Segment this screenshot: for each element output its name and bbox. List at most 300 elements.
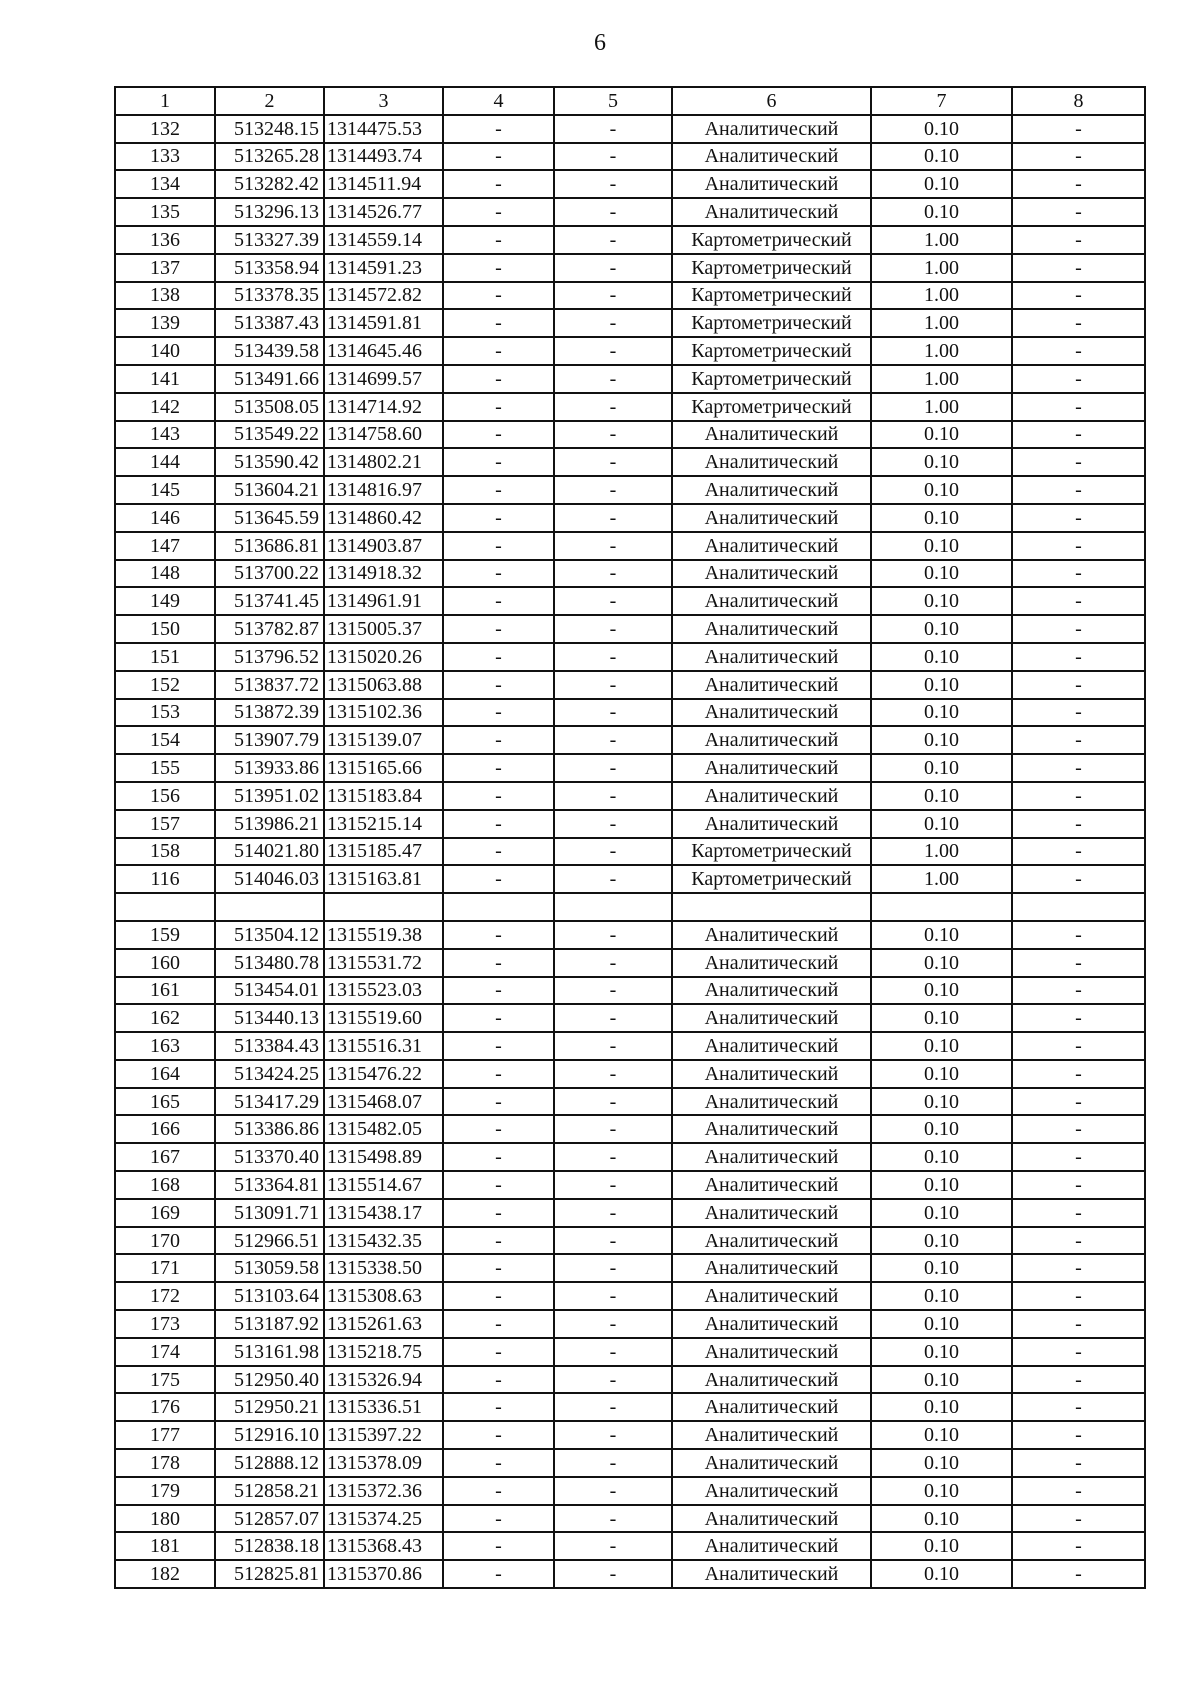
table-row	[115, 1560, 1145, 1588]
point-number-cell: 168	[115, 1171, 215, 1199]
column-header: 8	[1012, 87, 1145, 115]
col5-cell: -	[554, 1171, 672, 1199]
table-row	[115, 476, 1145, 504]
col4-cell: -	[443, 448, 554, 476]
method-cell: Аналитический	[672, 921, 871, 949]
table-row	[115, 671, 1145, 699]
accuracy-cell: 0.10	[871, 782, 1012, 810]
col4-cell: -	[443, 949, 554, 977]
accuracy-cell: 0.10	[871, 671, 1012, 699]
x-coordinate-cell: 513161.98	[215, 1338, 324, 1366]
x-coordinate-cell: 513296.13	[215, 198, 324, 226]
method-cell: Аналитический	[672, 115, 871, 143]
col4-cell: -	[443, 143, 554, 171]
x-coordinate-cell: 513837.72	[215, 671, 324, 699]
method-cell: Аналитический	[672, 810, 871, 838]
x-coordinate-cell: 513686.81	[215, 532, 324, 560]
x-coordinate-cell: 513645.59	[215, 504, 324, 532]
col8-cell: -	[1012, 1310, 1145, 1338]
x-coordinate-cell: 513440.13	[215, 1004, 324, 1032]
table-row	[115, 1532, 1145, 1560]
method-cell: Аналитический	[672, 949, 871, 977]
point-number-cell: 153	[115, 699, 215, 727]
col8-cell: -	[1012, 1421, 1145, 1449]
method-cell: Аналитический	[672, 1505, 871, 1533]
table-row	[115, 754, 1145, 782]
method-cell: Аналитический	[672, 699, 871, 727]
method-cell: Картометрический	[672, 254, 871, 282]
table-row	[115, 1199, 1145, 1227]
y-coordinate-cell: 1314591.81	[324, 309, 443, 337]
x-coordinate-cell: 513907.79	[215, 726, 324, 754]
col4-cell: -	[443, 560, 554, 588]
x-coordinate-cell: 513951.02	[215, 782, 324, 810]
table-row	[115, 393, 1145, 421]
table-row	[115, 1393, 1145, 1421]
x-coordinate-cell: 513103.64	[215, 1282, 324, 1310]
y-coordinate-cell: 1315516.31	[324, 1032, 443, 1060]
point-number-cell: 175	[115, 1366, 215, 1394]
accuracy-cell: 0.10	[871, 1171, 1012, 1199]
col5-cell: -	[554, 1004, 672, 1032]
x-coordinate-cell: 513872.39	[215, 699, 324, 727]
col4-cell: -	[443, 921, 554, 949]
y-coordinate-cell: 1314526.77	[324, 198, 443, 226]
point-number-cell: 161	[115, 977, 215, 1005]
table-row	[115, 1032, 1145, 1060]
method-cell: Аналитический	[672, 1366, 871, 1394]
x-coordinate-cell: 513370.40	[215, 1143, 324, 1171]
method-cell: Аналитический	[672, 1477, 871, 1505]
x-coordinate-cell	[215, 893, 324, 921]
y-coordinate-cell: 1314758.60	[324, 421, 443, 449]
col8-cell: -	[1012, 1449, 1145, 1477]
y-coordinate-cell: 1315338.50	[324, 1254, 443, 1282]
col5-cell: -	[554, 198, 672, 226]
column-header: 1	[115, 87, 215, 115]
point-number-cell: 162	[115, 1004, 215, 1032]
col5-cell: -	[554, 1393, 672, 1421]
table-row	[115, 977, 1145, 1005]
x-coordinate-cell: 513091.71	[215, 1199, 324, 1227]
accuracy-cell: 0.10	[871, 699, 1012, 727]
method-cell	[672, 893, 871, 921]
method-cell: Аналитический	[672, 1560, 871, 1588]
col4-cell: -	[443, 643, 554, 671]
accuracy-cell: 0.10	[871, 977, 1012, 1005]
method-cell: Картометрический	[672, 309, 871, 337]
col8-cell: -	[1012, 504, 1145, 532]
y-coordinate-cell: 1315368.43	[324, 1532, 443, 1560]
y-coordinate-cell: 1314559.14	[324, 226, 443, 254]
x-coordinate-cell: 513358.94	[215, 254, 324, 282]
col4-cell: -	[443, 365, 554, 393]
table-row	[115, 643, 1145, 671]
point-number-cell: 152	[115, 671, 215, 699]
point-number-cell: 148	[115, 560, 215, 588]
x-coordinate-cell: 512857.07	[215, 1505, 324, 1533]
col4-cell: -	[443, 1449, 554, 1477]
column-header: 6	[672, 87, 871, 115]
method-cell: Аналитический	[672, 476, 871, 504]
accuracy-cell: 0.10	[871, 1449, 1012, 1477]
col4-cell: -	[443, 1032, 554, 1060]
method-cell: Аналитический	[672, 1032, 871, 1060]
y-coordinate-cell: 1314699.57	[324, 365, 443, 393]
col4-cell: -	[443, 1171, 554, 1199]
table-row	[115, 782, 1145, 810]
col4-cell: -	[443, 1254, 554, 1282]
x-coordinate-cell: 513387.43	[215, 309, 324, 337]
method-cell: Аналитический	[672, 782, 871, 810]
x-coordinate-cell: 513508.05	[215, 393, 324, 421]
accuracy-cell: 1.00	[871, 309, 1012, 337]
col8-cell: -	[1012, 1227, 1145, 1255]
col5-cell: -	[554, 254, 672, 282]
col5-cell: -	[554, 1032, 672, 1060]
y-coordinate-cell: 1314918.32	[324, 560, 443, 588]
method-cell: Аналитический	[672, 504, 871, 532]
point-number-cell: 159	[115, 921, 215, 949]
x-coordinate-cell: 513378.35	[215, 282, 324, 310]
col5-cell: -	[554, 615, 672, 643]
col8-cell: -	[1012, 615, 1145, 643]
col5-cell: -	[554, 977, 672, 1005]
accuracy-cell: 0.10	[871, 448, 1012, 476]
point-number-cell: 182	[115, 1560, 215, 1588]
accuracy-cell: 1.00	[871, 337, 1012, 365]
col4-cell: -	[443, 726, 554, 754]
table-row	[115, 365, 1145, 393]
col5-cell: -	[554, 282, 672, 310]
accuracy-cell: 0.10	[871, 1254, 1012, 1282]
col4-cell: -	[443, 198, 554, 226]
col8-cell: -	[1012, 226, 1145, 254]
point-number-cell: 177	[115, 1421, 215, 1449]
col8-cell: -	[1012, 587, 1145, 615]
y-coordinate-cell: 1315519.60	[324, 1004, 443, 1032]
col8-cell: -	[1012, 1254, 1145, 1282]
point-number-cell: 136	[115, 226, 215, 254]
coordinates-table	[114, 86, 1146, 1589]
accuracy-cell: 1.00	[871, 254, 1012, 282]
col8-cell: -	[1012, 393, 1145, 421]
table-row	[115, 699, 1145, 727]
col8-cell: -	[1012, 977, 1145, 1005]
y-coordinate-cell: 1315370.86	[324, 1560, 443, 1588]
x-coordinate-cell: 513986.21	[215, 810, 324, 838]
point-number-cell: 132	[115, 115, 215, 143]
col8-cell: -	[1012, 198, 1145, 226]
accuracy-cell: 0.10	[871, 921, 1012, 949]
y-coordinate-cell: 1315261.63	[324, 1310, 443, 1338]
point-number-cell: 134	[115, 170, 215, 198]
method-cell: Картометрический	[672, 337, 871, 365]
col5-cell: -	[554, 532, 672, 560]
col4-cell: -	[443, 115, 554, 143]
col4-cell: -	[443, 1505, 554, 1533]
accuracy-cell: 0.10	[871, 1477, 1012, 1505]
point-number-cell: 170	[115, 1227, 215, 1255]
x-coordinate-cell: 512858.21	[215, 1477, 324, 1505]
table-row	[115, 282, 1145, 310]
y-coordinate-cell: 1314493.74	[324, 143, 443, 171]
y-coordinate-cell: 1314961.91	[324, 587, 443, 615]
method-cell: Аналитический	[672, 1532, 871, 1560]
col5-cell: -	[554, 1282, 672, 1310]
x-coordinate-cell: 514046.03	[215, 865, 324, 893]
point-number-cell: 143	[115, 421, 215, 449]
accuracy-cell: 1.00	[871, 865, 1012, 893]
x-coordinate-cell: 513248.15	[215, 115, 324, 143]
col5-cell: -	[554, 1088, 672, 1116]
x-coordinate-cell: 513384.43	[215, 1032, 324, 1060]
col8-cell: -	[1012, 1199, 1145, 1227]
col5-cell: -	[554, 587, 672, 615]
col8-cell: -	[1012, 1282, 1145, 1310]
point-number-cell: 137	[115, 254, 215, 282]
x-coordinate-cell: 513059.58	[215, 1254, 324, 1282]
table-row	[115, 170, 1145, 198]
table-row	[115, 504, 1145, 532]
y-coordinate-cell: 1315514.67	[324, 1171, 443, 1199]
col8-cell: -	[1012, 254, 1145, 282]
col5-cell: -	[554, 726, 672, 754]
table-row	[115, 838, 1145, 866]
table-row	[115, 532, 1145, 560]
accuracy-cell: 0.10	[871, 1393, 1012, 1421]
col8-cell: -	[1012, 448, 1145, 476]
y-coordinate-cell: 1315482.05	[324, 1115, 443, 1143]
x-coordinate-cell: 513327.39	[215, 226, 324, 254]
accuracy-cell: 0.10	[871, 1560, 1012, 1588]
accuracy-cell: 1.00	[871, 393, 1012, 421]
col5-cell: -	[554, 1560, 672, 1588]
table-row	[115, 1310, 1145, 1338]
col5-cell: -	[554, 1227, 672, 1255]
col8-cell: -	[1012, 1060, 1145, 1088]
col4-cell: -	[443, 1115, 554, 1143]
method-cell: Аналитический	[672, 1421, 871, 1449]
col8-cell: -	[1012, 1505, 1145, 1533]
table-row	[115, 726, 1145, 754]
col5-cell: -	[554, 421, 672, 449]
col4-cell: -	[443, 1199, 554, 1227]
col4-cell: -	[443, 170, 554, 198]
col4-cell: -	[443, 226, 554, 254]
y-coordinate-cell: 1315372.36	[324, 1477, 443, 1505]
method-cell: Аналитический	[672, 1004, 871, 1032]
method-cell: Аналитический	[672, 1393, 871, 1421]
method-cell: Аналитический	[672, 726, 871, 754]
x-coordinate-cell: 512916.10	[215, 1421, 324, 1449]
table-row	[115, 921, 1145, 949]
table-row	[115, 421, 1145, 449]
point-number-cell: 157	[115, 810, 215, 838]
method-cell: Аналитический	[672, 1171, 871, 1199]
x-coordinate-cell: 512825.81	[215, 1560, 324, 1588]
method-cell: Аналитический	[672, 1227, 871, 1255]
col5-cell: -	[554, 1254, 672, 1282]
y-coordinate-cell: 1314816.97	[324, 476, 443, 504]
col5-cell: -	[554, 1115, 672, 1143]
method-cell: Аналитический	[672, 1338, 871, 1366]
accuracy-cell: 0.10	[871, 643, 1012, 671]
table-row	[115, 865, 1145, 893]
table-row	[115, 143, 1145, 171]
method-cell: Аналитический	[672, 1199, 871, 1227]
col4-cell: -	[443, 1282, 554, 1310]
x-coordinate-cell: 513796.52	[215, 643, 324, 671]
method-cell: Аналитический	[672, 560, 871, 588]
col5-cell: -	[554, 365, 672, 393]
accuracy-cell: 0.10	[871, 1060, 1012, 1088]
table-row	[115, 1449, 1145, 1477]
y-coordinate-cell: 1314802.21	[324, 448, 443, 476]
table-row	[115, 1004, 1145, 1032]
col4-cell: -	[443, 1088, 554, 1116]
col5-cell: -	[554, 476, 672, 504]
accuracy-cell: 0.10	[871, 170, 1012, 198]
col4-cell: -	[443, 1143, 554, 1171]
y-coordinate-cell: 1315326.94	[324, 1366, 443, 1394]
col4-cell: -	[443, 1393, 554, 1421]
col4-cell: -	[443, 504, 554, 532]
col8-cell: -	[1012, 476, 1145, 504]
method-cell: Картометрический	[672, 282, 871, 310]
point-number-cell: 163	[115, 1032, 215, 1060]
y-coordinate-cell: 1315139.07	[324, 726, 443, 754]
table-row	[115, 1338, 1145, 1366]
method-cell: Аналитический	[672, 143, 871, 171]
point-number-cell: 166	[115, 1115, 215, 1143]
col4-cell: -	[443, 1227, 554, 1255]
accuracy-cell: 0.10	[871, 949, 1012, 977]
method-cell: Аналитический	[672, 1115, 871, 1143]
accuracy-cell: 0.10	[871, 1115, 1012, 1143]
column-header: 2	[215, 87, 324, 115]
col4-cell: -	[443, 671, 554, 699]
col8-cell: -	[1012, 421, 1145, 449]
point-number-cell: 151	[115, 643, 215, 671]
y-coordinate-cell: 1315185.47	[324, 838, 443, 866]
method-cell: Аналитический	[672, 1088, 871, 1116]
x-coordinate-cell: 513282.42	[215, 170, 324, 198]
method-cell: Картометрический	[672, 393, 871, 421]
col5-cell: -	[554, 1338, 672, 1366]
method-cell: Аналитический	[672, 754, 871, 782]
col4-cell: -	[443, 476, 554, 504]
accuracy-cell: 0.10	[871, 532, 1012, 560]
col5-cell: -	[554, 560, 672, 588]
col8-cell: -	[1012, 949, 1145, 977]
col8-cell	[1012, 893, 1145, 921]
table-row	[115, 1477, 1145, 1505]
x-coordinate-cell: 513386.86	[215, 1115, 324, 1143]
col8-cell: -	[1012, 282, 1145, 310]
col8-cell: -	[1012, 1115, 1145, 1143]
method-cell: Аналитический	[672, 1310, 871, 1338]
col4-cell: -	[443, 1560, 554, 1588]
col4-cell: -	[443, 587, 554, 615]
accuracy-cell: 0.10	[871, 504, 1012, 532]
point-number-cell: 181	[115, 1532, 215, 1560]
accuracy-cell: 0.10	[871, 1310, 1012, 1338]
table-row	[115, 337, 1145, 365]
method-cell: Аналитический	[672, 448, 871, 476]
accuracy-cell: 0.10	[871, 754, 1012, 782]
y-coordinate-cell: 1315432.35	[324, 1227, 443, 1255]
x-coordinate-cell: 513700.22	[215, 560, 324, 588]
x-coordinate-cell: 513480.78	[215, 949, 324, 977]
col4-cell: -	[443, 1366, 554, 1394]
point-number-cell: 155	[115, 754, 215, 782]
col5-cell: -	[554, 1060, 672, 1088]
table-row	[115, 1366, 1145, 1394]
col5-cell: -	[554, 671, 672, 699]
accuracy-cell: 0.10	[871, 476, 1012, 504]
table-row	[115, 1115, 1145, 1143]
accuracy-cell: 1.00	[871, 838, 1012, 866]
table-header-row	[115, 87, 1145, 115]
y-coordinate-cell: 1315498.89	[324, 1143, 443, 1171]
method-cell: Аналитический	[672, 977, 871, 1005]
y-coordinate-cell: 1315519.38	[324, 921, 443, 949]
method-cell: Картометрический	[672, 226, 871, 254]
point-number-cell: 149	[115, 587, 215, 615]
table-row	[115, 949, 1145, 977]
x-coordinate-cell: 514021.80	[215, 838, 324, 866]
col8-cell: -	[1012, 1393, 1145, 1421]
col5-cell: -	[554, 448, 672, 476]
method-cell: Аналитический	[672, 587, 871, 615]
col4-cell: -	[443, 393, 554, 421]
col4-cell: -	[443, 309, 554, 337]
y-coordinate-cell: 1314903.87	[324, 532, 443, 560]
col5-cell: -	[554, 1449, 672, 1477]
point-number-cell: 173	[115, 1310, 215, 1338]
accuracy-cell: 1.00	[871, 365, 1012, 393]
accuracy-cell: 0.10	[871, 198, 1012, 226]
accuracy-cell: 0.10	[871, 726, 1012, 754]
y-coordinate-cell: 1315165.66	[324, 754, 443, 782]
table-row	[115, 1227, 1145, 1255]
col8-cell: -	[1012, 1004, 1145, 1032]
point-number-cell: 171	[115, 1254, 215, 1282]
x-coordinate-cell: 513782.87	[215, 615, 324, 643]
column-header: 3	[324, 87, 443, 115]
col5-cell: -	[554, 754, 672, 782]
table-row	[115, 560, 1145, 588]
y-coordinate-cell: 1315378.09	[324, 1449, 443, 1477]
col5-cell: -	[554, 865, 672, 893]
x-coordinate-cell: 513491.66	[215, 365, 324, 393]
col4-cell: -	[443, 977, 554, 1005]
col8-cell: -	[1012, 143, 1145, 171]
col5-cell: -	[554, 309, 672, 337]
y-coordinate-cell: 1314645.46	[324, 337, 443, 365]
point-number-cell: 172	[115, 1282, 215, 1310]
point-number-cell: 141	[115, 365, 215, 393]
x-coordinate-cell: 512950.40	[215, 1366, 324, 1394]
col8-cell: -	[1012, 1477, 1145, 1505]
col8-cell: -	[1012, 1560, 1145, 1588]
point-number-cell: 145	[115, 476, 215, 504]
table-row	[115, 587, 1145, 615]
point-number-cell: 158	[115, 838, 215, 866]
col5-cell: -	[554, 810, 672, 838]
col5-cell: -	[554, 226, 672, 254]
